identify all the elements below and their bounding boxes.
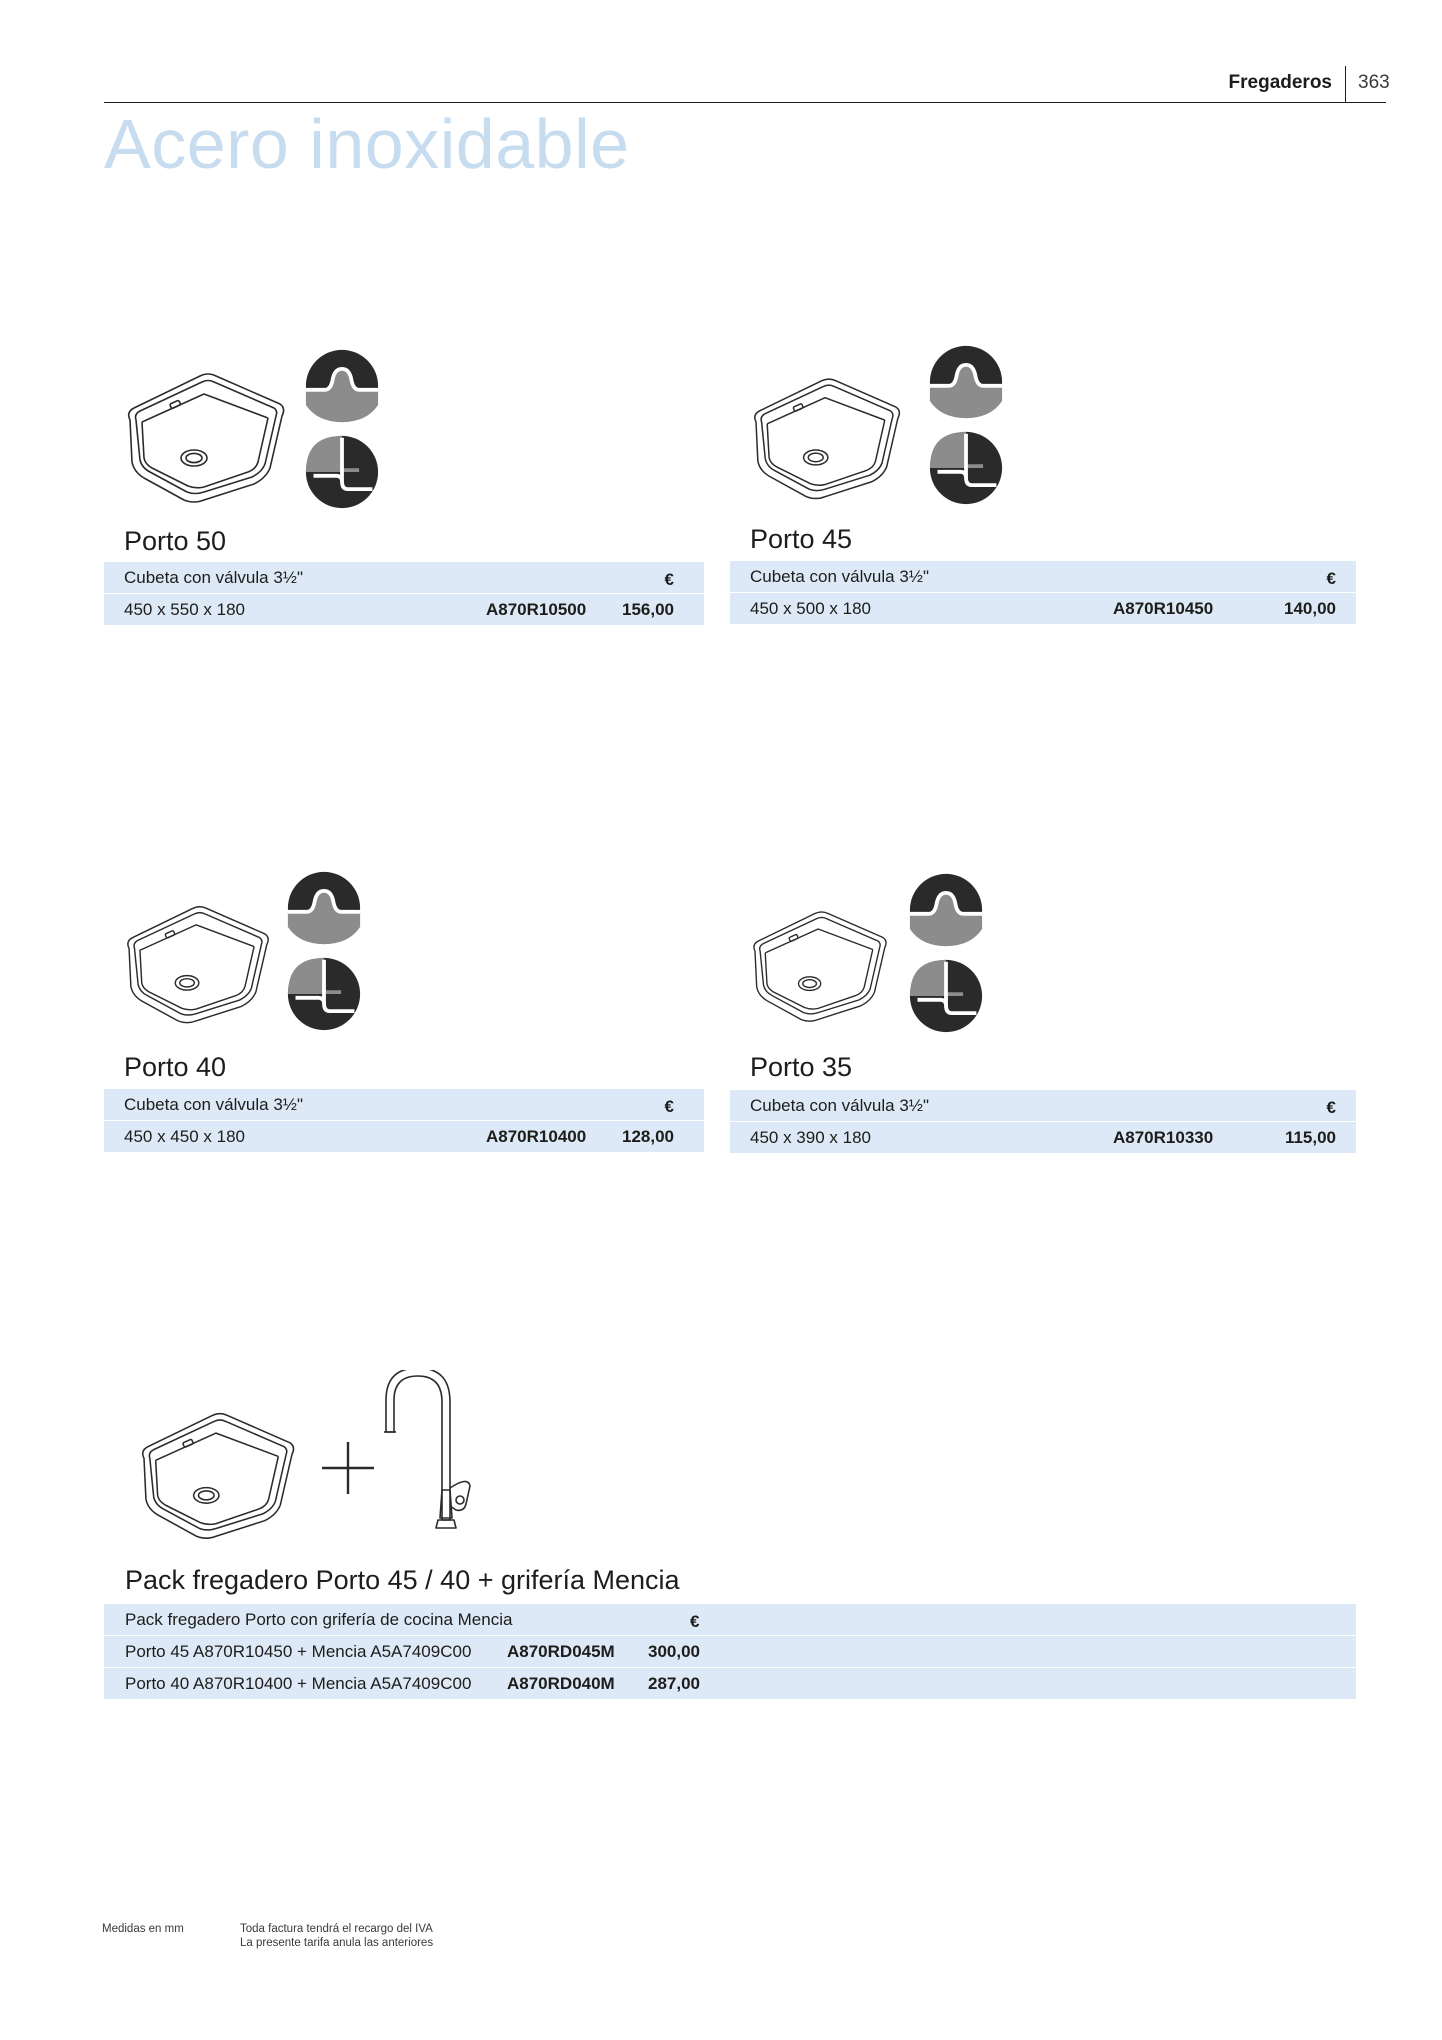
table-row <box>730 561 1356 592</box>
kitchen-tap-icon <box>380 1370 480 1535</box>
product-dimensions: 450 x 550 x 180 <box>124 600 245 619</box>
product-price: 287,00 <box>648 1674 700 1693</box>
undermount-sink-icon <box>120 360 290 510</box>
product-description: Cubeta con válvula 3½" <box>750 1096 929 1115</box>
table-row <box>104 1604 1356 1635</box>
page-title: Acero inoxidable <box>104 105 630 183</box>
product-porto-40 <box>104 868 704 1158</box>
product-dimensions: 450 x 500 x 180 <box>750 599 871 618</box>
top-mount-icon <box>928 344 1004 420</box>
price-table <box>730 561 1356 624</box>
undermount-icon <box>928 430 1004 506</box>
product-description: Cubeta con válvula 3½" <box>124 1095 303 1114</box>
product-pack <box>104 1370 1356 1693</box>
table-row <box>104 593 704 625</box>
top-mount-icon <box>304 348 380 424</box>
product-price: 115,00 <box>1284 1128 1336 1147</box>
product-dimensions: 450 x 390 x 180 <box>750 1128 871 1147</box>
product-code: A870RD045M <box>507 1642 615 1661</box>
product-porto-35 <box>730 868 1356 1158</box>
product-name: Porto 45 <box>750 524 853 554</box>
product-dimensions: 450 x 450 x 180 <box>124 1127 245 1146</box>
header-separator <box>1345 66 1346 102</box>
undermount-icon <box>286 956 362 1032</box>
footer-units: Medidas en mm <box>102 1923 184 1935</box>
pack-row-label: Porto 45 A870R10450 + Mencia A5A7409C00 <box>125 1642 472 1661</box>
undermount-icon <box>304 434 380 510</box>
price-table <box>104 1089 704 1152</box>
currency-label: € <box>1326 569 1336 588</box>
table-row <box>730 592 1356 624</box>
product-code: A870R10500 <box>486 600 587 619</box>
section-title: Fregaderos <box>1228 72 1332 93</box>
pack-description: Pack fregadero Porto con grifería de cocina Mencia <box>125 1610 513 1629</box>
product-name: Porto 35 <box>750 1052 853 1082</box>
table-row <box>104 562 704 593</box>
footer-notes <box>240 1922 433 1950</box>
undermount-icon <box>908 958 984 1034</box>
undermount-sink-icon <box>746 366 906 506</box>
product-description: Cubeta con válvula 3½" <box>124 568 303 587</box>
table-row <box>104 1089 704 1120</box>
plus-icon <box>320 1440 376 1501</box>
product-price: 128,00 <box>622 1127 674 1146</box>
top-mount-icon <box>908 872 984 948</box>
undermount-sink-icon <box>120 894 274 1030</box>
page-number: 363 <box>1358 72 1390 93</box>
undermount-sink-icon <box>134 1400 300 1546</box>
footer-note-vat: Toda factura tendrá el recargo del IVA <box>240 1923 433 1935</box>
header-rule <box>104 102 1386 103</box>
product-porto-50 <box>104 340 704 630</box>
price-table <box>104 562 704 625</box>
product-porto-45 <box>730 340 1356 630</box>
currency-label: € <box>664 570 674 589</box>
footer-note-tariff: La presente tarifa anula las anteriores <box>240 1937 434 1949</box>
currency-label: € <box>690 1612 700 1631</box>
top-mount-icon <box>286 870 362 946</box>
currency-label: € <box>664 1097 674 1116</box>
price-table <box>730 1090 1356 1153</box>
product-code: A870R10450 <box>1113 599 1214 618</box>
product-price: 156,00 <box>622 600 674 619</box>
table-row <box>730 1121 1356 1153</box>
product-name: Porto 40 <box>124 1052 227 1082</box>
pack-name: Pack fregadero Porto 45 / 40 + grifería Mencia <box>125 1565 680 1595</box>
table-row <box>730 1090 1356 1121</box>
product-description: Cubeta con válvula 3½" <box>750 567 929 586</box>
price-table <box>104 1604 1356 1699</box>
undermount-sink-icon <box>746 900 892 1028</box>
product-code: A870RD040M <box>507 1674 615 1693</box>
product-price: 140,00 <box>1284 599 1336 618</box>
table-row <box>104 1120 704 1152</box>
product-code: A870R10330 <box>1113 1128 1214 1147</box>
table-row <box>104 1667 1356 1699</box>
currency-label: € <box>1326 1098 1336 1117</box>
product-price: 300,00 <box>648 1642 700 1661</box>
pack-row-label: Porto 40 A870R10400 + Mencia A5A7409C00 <box>125 1674 472 1693</box>
table-row <box>104 1635 1356 1667</box>
product-name: Porto 50 <box>124 526 227 556</box>
product-code: A870R10400 <box>486 1127 587 1146</box>
